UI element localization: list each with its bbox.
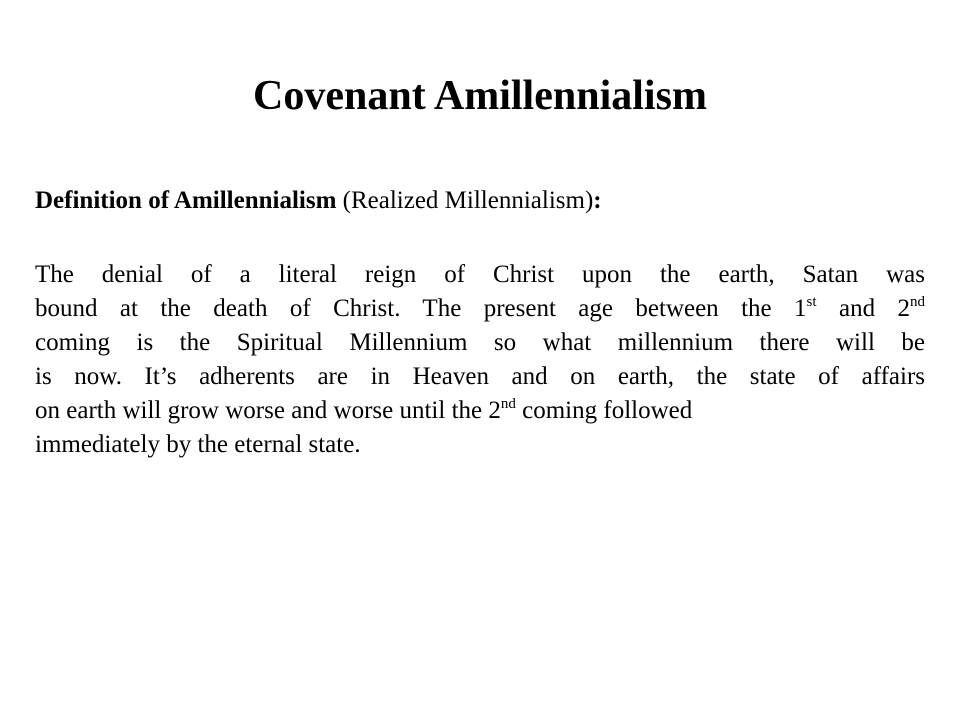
- definition-body: [35, 258, 925, 462]
- definition-heading-bold: Definition of Amillennialism: [35, 187, 337, 214]
- body-line-4: is now. It’s adherents are in Heaven and on earth, the state of affairs: [35, 363, 925, 390]
- definition-heading: [35, 184, 925, 218]
- ordinal-superscript: nd: [500, 396, 516, 412]
- body-line-6: immediately by the eternal state.: [35, 431, 361, 458]
- definition-heading-colon: :: [593, 187, 602, 214]
- body-line-5-text-a: on earth will grow worse and worse until the 2: [35, 397, 501, 424]
- slide-title: Covenant Amillennialism: [253, 73, 707, 119]
- body-line-2-text-b: and 2: [816, 295, 910, 322]
- ordinal-superscript: nd: [909, 294, 925, 310]
- ordinal-superscript: st: [806, 294, 817, 310]
- body-line-5: [35, 394, 925, 428]
- body-line-5-text-b: coming followed: [515, 397, 693, 424]
- definition-heading-paren: (Realized Millennialism): [336, 187, 594, 214]
- body-line-1: The denial of a literal reign of Christ upon the earth, Satan was: [35, 261, 925, 288]
- body-line-2: [35, 292, 925, 326]
- body-line-3: coming is the Spiritual Millennium so what millennium there will be: [35, 329, 925, 356]
- body-line-2-text-a: bound at the death of Christ. The present age between the 1: [35, 295, 807, 322]
